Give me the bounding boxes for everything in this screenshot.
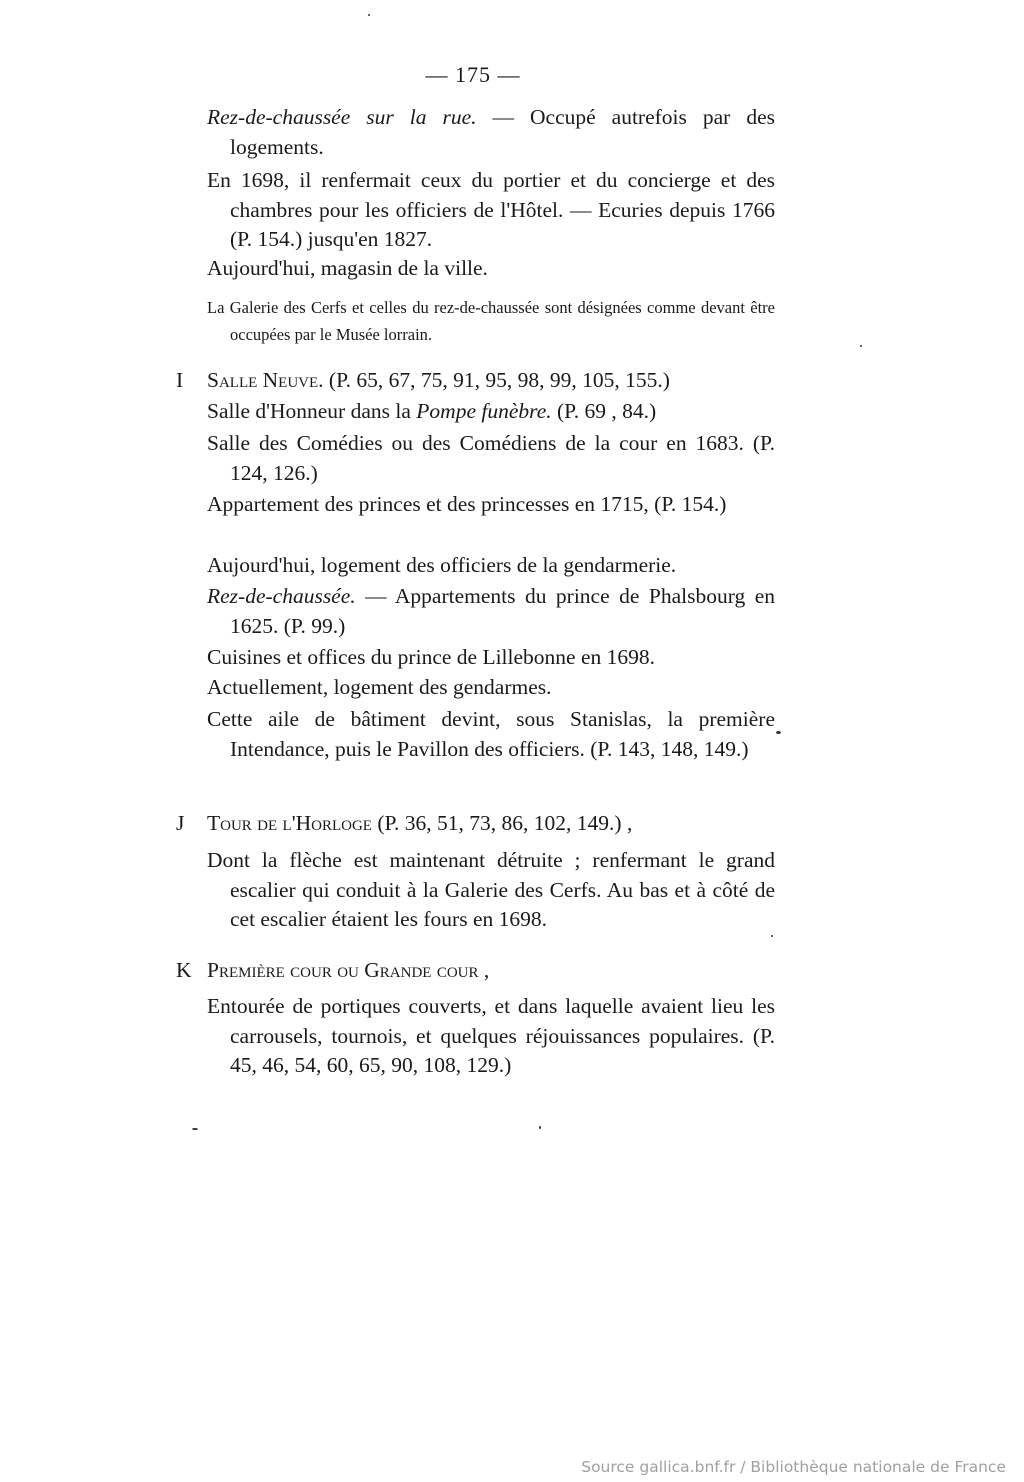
scan-speck <box>776 731 781 734</box>
entry-text: (P. 65, 67, 75, 91, 95, 98, 99, 105, 155.) <box>323 368 670 392</box>
note-galerie: La Galerie des Cerfs et celles du rez-de-chaussée sont désignées comme devant être occupées par le Musée lorrain. <box>207 298 775 344</box>
entry-en-1698: En 1698, il renfermait ceux du portier et du concierge et des chambres pour les officiers de l'Hôtel. — Ecuries depuis 1766 (P. 154.) jusqu'en 1827. <box>207 168 775 251</box>
italic-lead: Rez-de-chaussée. <box>207 584 356 608</box>
entry-appartement-princes: Appartement des princes et des princesses en 1715, (P. 154.) <box>207 492 727 516</box>
page-number: — 175 — <box>425 62 521 87</box>
entry-tour-horloge <box>207 809 775 839</box>
scan-speck <box>539 1126 541 1129</box>
scan-speck <box>192 1128 198 1130</box>
smallcaps-lead: Première cour ou Grande cour <box>207 958 479 982</box>
entry-salle-neuve <box>207 366 775 396</box>
entry-letter-i: I <box>176 368 184 392</box>
entry-premiere-cour <box>207 956 775 986</box>
entry-text-after: (P. 69 , 84.) <box>551 399 657 423</box>
scan-speck <box>368 14 370 16</box>
entry-text: — Appartements du prince de Phalsbourg en 1625. (P. 99.) <box>230 584 775 638</box>
entry-rdc-2 <box>207 582 775 641</box>
scan-speck <box>771 935 773 937</box>
smallcaps-lead: Salle Neuve. <box>207 368 324 392</box>
entry-salle-honneur <box>207 397 775 427</box>
entry-cette-aile: Cette aile de bâtiment devint, sous Stanislas, la première Intendance, puis le Pavillon des officiers. (P. 143, 148, 149.) <box>207 707 775 761</box>
entry-actuellement: Actuellement, logement des gendarmes. <box>207 675 552 699</box>
entry-letter-k: K <box>176 958 192 982</box>
entry-entouree: Entourée de portiques couverts, et dans laquelle avaient lieu les carrousels, tournois, et quelques réjouissances populaires. (P. 45, 46, 54, 60, 65, 90, 108, 129.) <box>207 994 775 1077</box>
entry-dont-la-fleche: Dont la flèche est maintenant détruite ; renfermant le grand escalier qui conduit à la Galerie des Cerfs. Au bas et à côté de cet escalier étaient les fours en 1698. <box>207 848 775 931</box>
entry-text: Salle d'Honneur dans la <box>207 399 417 423</box>
entry-aujourdhui-1: Aujourd'hui, magasin de la ville. <box>207 256 488 280</box>
smallcaps-lead: Tour de l'Horloge <box>207 811 372 835</box>
entry-letter-j: J <box>176 811 185 835</box>
italic-mid: Pompe funèbre. <box>416 399 552 423</box>
entry-aujourdhui-2: Aujourd'hui, logement des officiers de la gendarmerie. <box>207 553 677 577</box>
entry-rdc-rue <box>207 103 775 162</box>
source-footer: Source gallica.bnf.fr / Bibliothèque nationale de France <box>581 1458 1006 1476</box>
scan-speck <box>860 345 862 347</box>
entry-text: — Occupé autrefois par des logements. <box>230 105 775 159</box>
entry-text: , <box>478 958 490 982</box>
entry-salle-comedies: Salle des Comédies ou des Comédiens de la cour en 1683. (P. 124, 126.) <box>207 431 775 485</box>
entry-cuisines: Cuisines et offices du prince de Lillebonne en 1698. <box>207 645 656 669</box>
entry-text: (P. 36, 51, 73, 86, 102, 149.) , <box>371 811 633 835</box>
italic-lead: Rez-de-chaussée sur la rue. <box>207 105 477 129</box>
